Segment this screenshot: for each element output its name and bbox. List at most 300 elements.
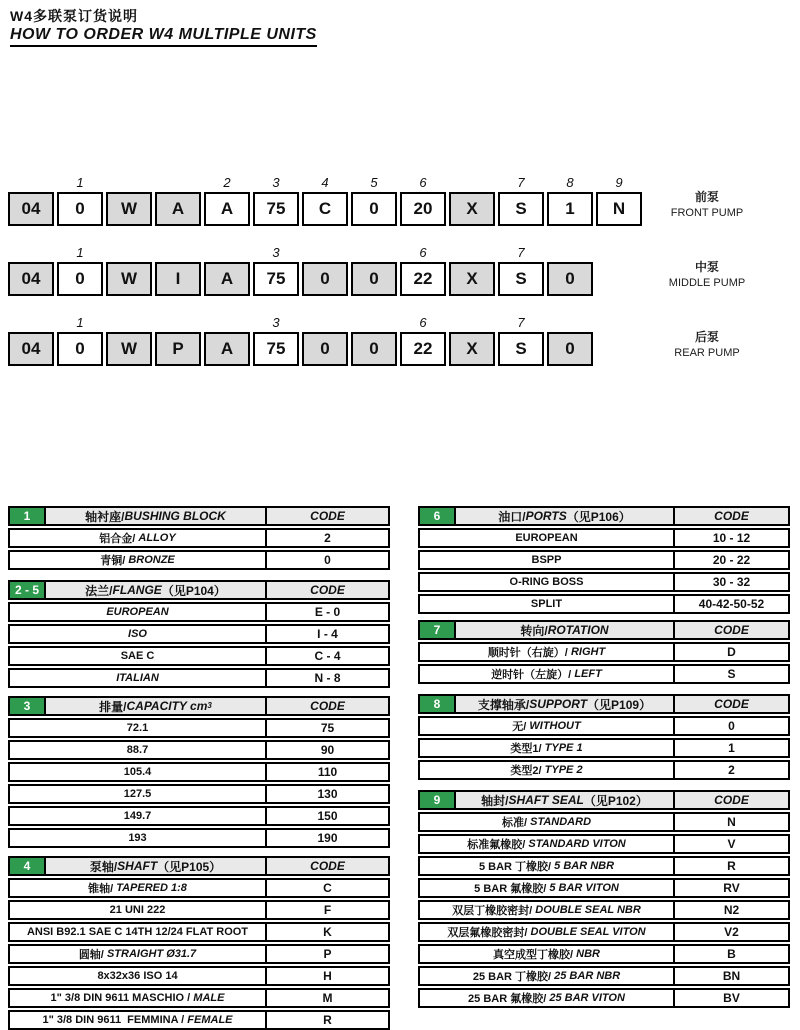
code-cell: 1 [547,192,593,226]
row-code-value: N [673,814,788,830]
code-cell-column [400,176,446,226]
code-cell: 0 [351,262,397,296]
position-number [323,246,327,262]
code-table [8,696,390,848]
pump-code-row [8,316,800,366]
row-code-value: RV [673,880,788,896]
table-gap [418,684,790,694]
row-description-italic: TAPERED 1:8 [116,882,187,894]
code-cell: 0 [547,332,593,366]
row-description [420,836,673,852]
position-badge: 7 [420,622,456,638]
code-column-header: CODE [265,858,388,874]
row-code-value: BV [673,990,788,1006]
row-description [10,880,265,896]
table-title-chinese: 轴衬座/ [85,509,125,524]
row-description-plain: 193 [128,832,147,844]
row-description-italic: STANDARD [530,816,592,828]
position-number: 3 [272,315,280,330]
row-description-plain: 127.5 [123,788,152,800]
row-description-italic: ISO [128,628,147,640]
pump-label-chinese: 后泵 [694,330,719,344]
code-tables-right-column [418,506,790,1008]
table-row [8,718,390,738]
row-code-value: 20 - 22 [673,552,788,568]
code-cell: A [204,192,250,226]
row-description-italic: 5 BAR VITON [549,882,619,894]
table-header-row [418,790,790,810]
row-code-value: C [265,880,388,896]
table-row [8,900,390,920]
row-code-value: K [265,924,388,940]
row-description [10,604,265,620]
position-number [127,176,131,192]
row-description-italic: MALE [193,992,225,1004]
pump-label-english: FRONT PUMP [670,207,744,219]
row-description-italic: FEMALE [187,1014,233,1026]
row-code-value: R [265,1012,388,1028]
row-description-plain: 5 BAR 氟橡胶/ [474,883,550,895]
code-cell-column [8,316,54,366]
code-cell-column [204,246,250,296]
table-row [8,740,390,760]
code-cell: 04 [8,332,54,366]
position-number: 1 [76,245,84,260]
table-row [418,642,790,662]
table-row [8,828,390,848]
code-cell-column [351,176,397,226]
pump-code-row [8,176,800,226]
position-number: 1 [76,175,84,190]
table-row [8,668,390,688]
row-description [10,626,265,642]
table-row [418,834,790,854]
row-code-value: BN [673,968,788,984]
table-title-english: FLANGE [112,583,162,597]
position-number: 7 [517,175,525,190]
code-cell-column [106,316,152,366]
table-header-row [418,694,790,714]
code-cell-column [449,176,495,226]
code-tables-left-column [8,506,390,1030]
pump-label [652,260,762,290]
row-description-plain: 21 UNI 222 [109,904,166,916]
row-description-italic: TYPE 1 [544,742,583,754]
row-description-plain: 149.7 [123,810,152,822]
row-code-value: M [265,990,388,1006]
code-cell-column [547,316,593,366]
row-description-plain: 标准/ [501,817,531,829]
code-cell: 0 [302,332,348,366]
table-header-row [8,506,390,526]
code-cell-column [253,246,299,296]
position-number [568,246,572,262]
row-description [420,924,673,940]
table-row [8,624,390,644]
code-cell: N [596,192,642,226]
code-cell-column [547,246,593,296]
code-table [418,620,790,684]
position-number [568,316,572,332]
position-badge: 6 [420,508,456,524]
table-row [8,988,390,1008]
table-row [8,966,390,986]
row-code-value: 0 [265,552,388,568]
position-number [225,316,229,332]
table-header-row [8,856,390,876]
row-code-value: D [673,644,788,660]
table-header-row [8,580,390,600]
position-number: 8 [566,175,574,190]
row-description-plain: EUROPEAN [515,532,578,544]
code-cell-column [253,176,299,226]
row-description [420,880,673,896]
row-description-italic: 25 BAR NBR [554,970,621,982]
position-badge: 8 [420,696,456,712]
table-title-english: SUPPORT [529,697,588,711]
code-cell-column [106,176,152,226]
row-description [10,530,265,546]
code-cell-column [400,316,446,366]
position-number: 7 [517,315,525,330]
position-number [372,316,376,332]
row-description [10,720,265,736]
table-row [8,944,390,964]
row-code-value: V [673,836,788,852]
table-row [418,528,790,548]
row-description-italic: 5 BAR NBR [554,860,615,872]
code-cell-column [57,176,103,226]
row-description-italic: EUROPEAN [106,606,169,618]
row-description-plain: 88.7 [126,744,149,756]
position-number: 6 [419,175,427,190]
pump-code-row [8,246,800,296]
code-cell-column [155,176,201,226]
row-description-plain: 25 BAR 丁橡胶/ [472,971,555,983]
row-description [420,530,673,546]
code-column-header: CODE [673,696,788,712]
pump-label-chinese: 中泵 [694,260,719,274]
row-description-plain: 105.4 [123,766,152,778]
row-code-value: 2 [673,762,788,778]
table-title-reference: （见P105） [157,859,222,874]
row-code-value: N2 [673,902,788,918]
code-cell: I [155,262,201,296]
code-cell-column [253,316,299,366]
row-description-italic: TYPE 2 [544,764,583,776]
code-column-header: CODE [673,792,788,808]
table-title-english: PORTS [525,509,567,523]
row-description-italic: ALLOY [138,532,176,544]
position-number [470,316,474,332]
table-row [418,988,790,1008]
row-code-value: 0 [673,718,788,734]
table-title [456,622,673,638]
row-description-plain: 25 BAR 氟橡胶/ [468,993,550,1005]
table-header-row [8,696,390,716]
pump-label-english: MIDDLE PUMP [668,277,746,289]
code-cell: 0 [351,192,397,226]
code-cell: A [204,262,250,296]
row-code-value: 110 [265,764,388,780]
row-description-plain: 逆时针（左旋）/ [491,669,575,681]
code-cell: 04 [8,192,54,226]
row-description-plain: SPLIT [530,598,563,610]
code-cell-column [351,316,397,366]
code-cell: 04 [8,262,54,296]
code-cell-column [155,246,201,296]
page-title-chinese: W4多联泵订货说明 [10,8,138,24]
row-description [420,814,673,830]
code-cell: 75 [253,332,299,366]
code-cell-column [302,316,348,366]
code-cell: 75 [253,192,299,226]
row-description [420,740,673,756]
table-title-english: SHAFT [117,859,158,873]
table-row [8,528,390,548]
code-cell: C [302,192,348,226]
row-code-value: 40-42-50-52 [673,596,788,612]
position-number [29,316,33,332]
row-description [420,574,673,590]
table-gap [8,848,390,856]
code-cell-column [155,316,201,366]
code-table [8,580,390,688]
code-cell: 0 [57,332,103,366]
row-code-value: F [265,902,388,918]
code-cell-column [57,246,103,296]
code-cell-column [498,316,544,366]
position-badge: 4 [10,858,46,874]
table-title-chinese: 法兰/ [85,583,113,598]
row-description-italic: BRONZE [128,554,175,566]
table-title-chinese: 排量/ [99,699,127,714]
row-description [420,858,673,874]
position-number [176,246,180,262]
table-row [418,878,790,898]
table-row [8,806,390,826]
row-description-plain: 双层氟橡胶密封/ [447,927,531,939]
position-number: 4 [321,175,329,190]
code-column-header: CODE [673,508,788,524]
table-gap [8,570,390,580]
table-row [8,922,390,942]
table-row [418,550,790,570]
table-title-reference: （见P109） [587,697,652,712]
table-row [418,594,790,614]
position-number [127,246,131,262]
position-number: 7 [517,245,525,260]
code-cell: S [498,192,544,226]
code-cell: 75 [253,262,299,296]
table-title [46,508,265,524]
table-title-english: CAPACITY cm [126,699,208,713]
row-description-plain: 无/ [512,721,530,733]
code-cell: W [106,192,152,226]
table-row [418,738,790,758]
row-description-plain: 72.1 [126,722,149,734]
row-description-plain: 真空成型丁橡胶/ [493,949,577,961]
row-code-value: H [265,968,388,984]
position-number: 9 [615,175,623,190]
row-code-value: E - 0 [265,604,388,620]
code-cell: 0 [57,262,103,296]
code-table [418,790,790,1008]
code-cell-column [547,176,593,226]
row-description-italic: 25 BAR VITON [549,992,625,1004]
row-description [10,742,265,758]
position-badge: 3 [10,698,46,714]
row-description-plain: 圆轴/ [78,949,107,961]
code-cell-column [204,316,250,366]
position-number [470,246,474,262]
code-cell-column [498,246,544,296]
table-title-chinese: 支撑轴承/ [477,697,530,712]
row-description [420,718,673,734]
row-code-value: 75 [265,720,388,736]
position-number: 3 [272,245,280,260]
table-row [418,966,790,986]
code-cell: 20 [400,192,446,226]
row-description-italic: LEFT [574,668,602,680]
code-cell-column [106,246,152,296]
position-number [127,316,131,332]
row-description-italic: ITALIAN [116,672,159,684]
row-description-plain: 8x32x36 ISO 14 [97,970,178,982]
table-row [418,572,790,592]
table-title [456,792,673,808]
code-cell-column [302,176,348,226]
table-title-reference: （见P104） [161,583,226,598]
table-row [8,550,390,570]
position-number: 6 [419,315,427,330]
row-description [10,786,265,802]
row-description-plain: 1" 3/8 DIN 9611 FEMMINA / [42,1014,188,1026]
code-cell: 0 [351,332,397,366]
code-cell-column [8,246,54,296]
row-code-value: B [673,946,788,962]
code-cell: 0 [57,192,103,226]
table-row [8,784,390,804]
table-row [8,646,390,666]
code-cell: 0 [547,262,593,296]
table-title-chinese: 轴封/ [481,793,509,808]
row-description [10,552,265,568]
code-cell: A [204,332,250,366]
row-description-plain: 类型2/ [510,765,545,777]
position-number: 3 [272,175,280,190]
row-description-plain: 青铜/ [100,555,129,567]
code-cell: 0 [302,262,348,296]
position-number: 2 [223,175,231,190]
row-code-value: R [673,858,788,874]
row-description-plain: 标准氟橡胶/ [467,839,529,851]
table-title-chinese: 油口/ [498,509,526,524]
pump-label [652,190,762,220]
row-description [420,946,673,962]
row-description-plain: O-RING BOSS [509,576,584,588]
code-cell-column [596,176,642,226]
position-number [29,246,33,262]
table-title [456,508,673,524]
table-title-reference: （见P106） [566,509,631,524]
row-description [10,830,265,846]
code-cell-column [449,316,495,366]
row-description [420,968,673,984]
code-cell: S [498,332,544,366]
position-number [372,246,376,262]
table-title-reference: （见P102） [583,793,648,808]
row-description-plain: 双层丁橡胶密封/ [452,905,536,917]
code-column-header: CODE [265,698,388,714]
row-code-value: C - 4 [265,648,388,664]
table-gap [418,780,790,790]
code-cell-column [302,246,348,296]
row-code-value: P [265,946,388,962]
code-cell-column [57,316,103,366]
table-row [418,922,790,942]
table-row [8,602,390,622]
code-cell: S [498,262,544,296]
code-cell-column [204,176,250,226]
code-cell: A [155,192,201,226]
row-code-value: I - 4 [265,626,388,642]
row-description [10,670,265,686]
table-header-row [418,506,790,526]
row-description [420,552,673,568]
table-row [418,812,790,832]
code-cell: W [106,262,152,296]
page-title-english: HOW TO ORDER W4 MULTIPLE UNITS [10,26,317,47]
row-description [420,666,673,682]
row-description-plain: ANSI B92.1 SAE C 14TH 12/24 FLAT ROOT [26,926,249,938]
row-description-italic: STRAIGHT Ø31.7 [106,948,197,960]
row-code-value: 30 - 32 [673,574,788,590]
table-header-row [418,620,790,640]
position-badge: 9 [420,792,456,808]
table-title-english: ROTATION [547,623,609,637]
row-description [420,644,673,660]
code-cell: 22 [400,332,446,366]
row-description [10,1012,265,1028]
position-number [470,176,474,192]
table-title [46,858,265,874]
table-row [418,716,790,736]
row-description-plain: 5 BAR 丁橡胶/ [478,861,555,873]
row-code-value: 150 [265,808,388,824]
row-code-value: N - 8 [265,670,388,686]
table-title: 排量/ CAPACITY cm 3 [46,698,265,714]
position-number [176,176,180,192]
row-description [10,902,265,918]
row-code-value: 90 [265,742,388,758]
table-row [418,760,790,780]
code-cell-column [449,246,495,296]
position-badge: 2 - 5 [10,582,46,598]
code-cell: X [449,192,495,226]
row-description-plain: SAE C [120,650,155,662]
table-row [8,878,390,898]
code-cell: X [449,262,495,296]
code-cell: P [155,332,201,366]
row-description [10,764,265,780]
code-cell-column [8,176,54,226]
pump-label-english: REAR PUMP [674,347,740,359]
table-title-chinese: 转向/ [520,623,548,638]
row-description [420,596,673,612]
pump-label [652,330,762,360]
table-row [418,856,790,876]
